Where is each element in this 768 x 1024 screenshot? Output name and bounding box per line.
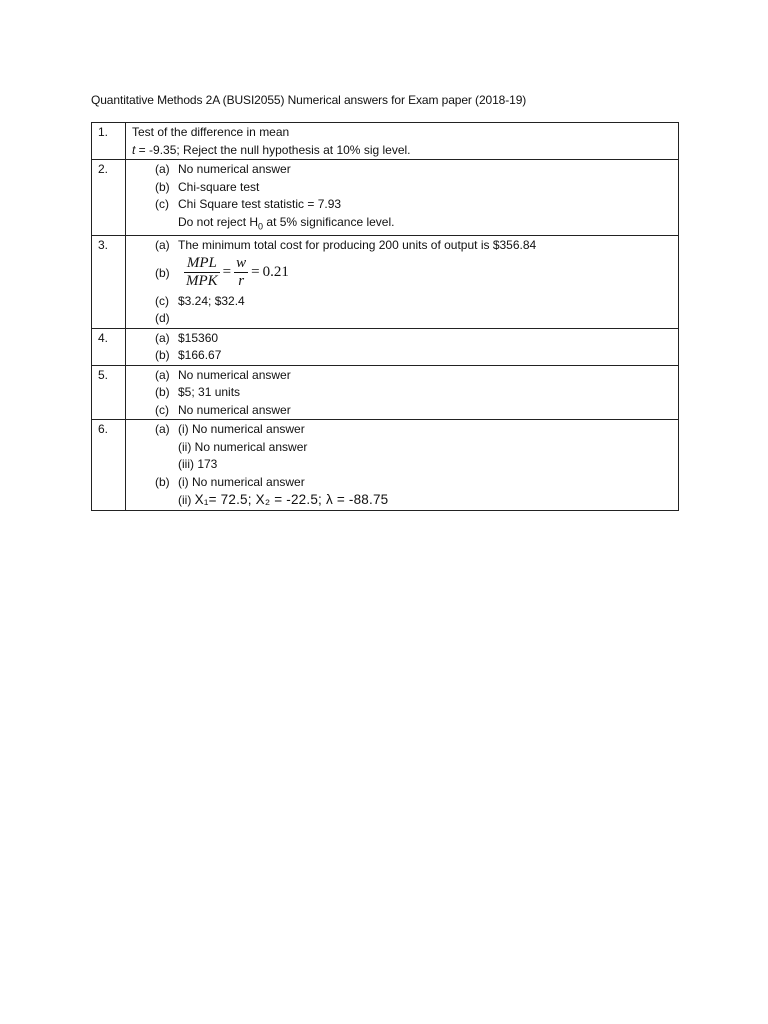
equals-sign: = — [222, 263, 232, 280]
part-label: (b) — [155, 265, 170, 280]
part-label: (a) — [155, 330, 170, 345]
answer-text: Do not reject H — [178, 214, 259, 229]
sub-answer — [132, 347, 672, 365]
answer-text: No numerical answer — [178, 402, 291, 417]
answer-text: at 5% significance level. — [263, 214, 395, 229]
ratio-equation — [184, 255, 292, 290]
numerator: MPL — [186, 254, 217, 271]
sub-answer — [132, 402, 672, 420]
answer-continuation — [132, 214, 672, 236]
ratio-value: 0.21 — [262, 263, 289, 280]
answer-text: Chi-square test — [178, 179, 260, 194]
part-label: (b) — [155, 474, 170, 489]
sub-answer — [132, 367, 672, 385]
answer-text: $166.67 — [178, 348, 222, 363]
part-label: (d) — [155, 311, 170, 326]
question-number: 1. — [92, 123, 126, 160]
answer-cell — [126, 123, 679, 160]
answer-cell — [126, 160, 679, 236]
part-label: (a) — [155, 162, 170, 176]
subscript: 0 — [258, 220, 264, 231]
question-number: 3. — [92, 236, 126, 329]
question-number: 6. — [92, 420, 126, 511]
answer-line: Test of the difference in mean — [132, 125, 290, 139]
table-row — [92, 365, 679, 420]
answer-text: = -9.35; Reject the null hypothesis at 10% sig level. — [135, 142, 411, 157]
part-label: (a) — [155, 367, 170, 382]
question-number: 2. — [92, 160, 126, 236]
answer-text: No numerical answer — [178, 367, 291, 382]
answer-cell — [126, 420, 679, 511]
roman-sub-answer — [132, 491, 672, 510]
denominator: MPK — [186, 272, 218, 289]
sub-answer-equation — [132, 255, 672, 293]
part-label: (a) — [155, 238, 170, 253]
equals-sign: = — [251, 263, 260, 280]
table-row — [92, 236, 679, 329]
sub-answer — [132, 474, 672, 492]
roman-sub-answer: (ii) No numerical answer — [178, 439, 308, 454]
part-label: (b) — [155, 179, 170, 194]
part-label: (c) — [155, 197, 169, 211]
answer-cell — [126, 236, 679, 329]
sub-answer — [132, 161, 672, 179]
sub-answer — [132, 237, 672, 255]
fraction-mpl-mpk — [184, 255, 220, 290]
answer-text: The minimum total cost for producing 200 units of output is $356.84 — [178, 238, 537, 253]
answer-text: No numerical answer — [178, 162, 291, 176]
answer-text: Chi Square test statistic = 7.93 — [178, 197, 342, 211]
sub-answer — [132, 293, 672, 311]
roman-label: (ii) — [178, 493, 192, 508]
answer-text: $15360 — [178, 330, 219, 345]
roman-sub-answer: (iii) 173 — [178, 457, 218, 472]
denominator: r — [234, 272, 248, 290]
part-label: (b) — [155, 348, 170, 363]
fraction-w-r — [234, 255, 248, 290]
sub-answer — [132, 196, 672, 214]
answer-cell — [126, 328, 679, 365]
sub-answer — [132, 421, 672, 439]
part-label: (a) — [155, 422, 170, 437]
table-row — [92, 123, 679, 160]
table-row — [92, 160, 679, 236]
numerator: w — [236, 254, 247, 271]
table-row — [92, 328, 679, 365]
sub-answer — [132, 310, 672, 328]
document-title: Quantitative Methods 2A (BUSI2055) Numerical answers for Exam paper (2018-19) — [91, 93, 527, 107]
answer-cell — [126, 365, 679, 420]
answer-text: $5; 31 units — [178, 385, 241, 400]
sub-answer — [132, 179, 672, 197]
answer-text: $3.24; $32.4 — [178, 293, 245, 308]
part-label: (c) — [155, 293, 169, 308]
question-number: 4. — [92, 328, 126, 365]
table-row — [92, 420, 679, 511]
answer-text: (i) No numerical answer — [178, 474, 305, 489]
answer-text: (i) No numerical answer — [178, 422, 305, 437]
t-variable: t — [132, 142, 136, 157]
sub-answer — [132, 330, 672, 348]
sub-answer — [132, 384, 672, 402]
answer-line — [132, 142, 672, 160]
part-label: (b) — [155, 385, 170, 400]
part-label: (c) — [155, 402, 169, 417]
question-number: 5. — [92, 365, 126, 420]
answers-table — [91, 122, 679, 511]
solution-values: X₁= 72.5; X₂ = -22.5; λ = -88.75 — [194, 492, 389, 508]
